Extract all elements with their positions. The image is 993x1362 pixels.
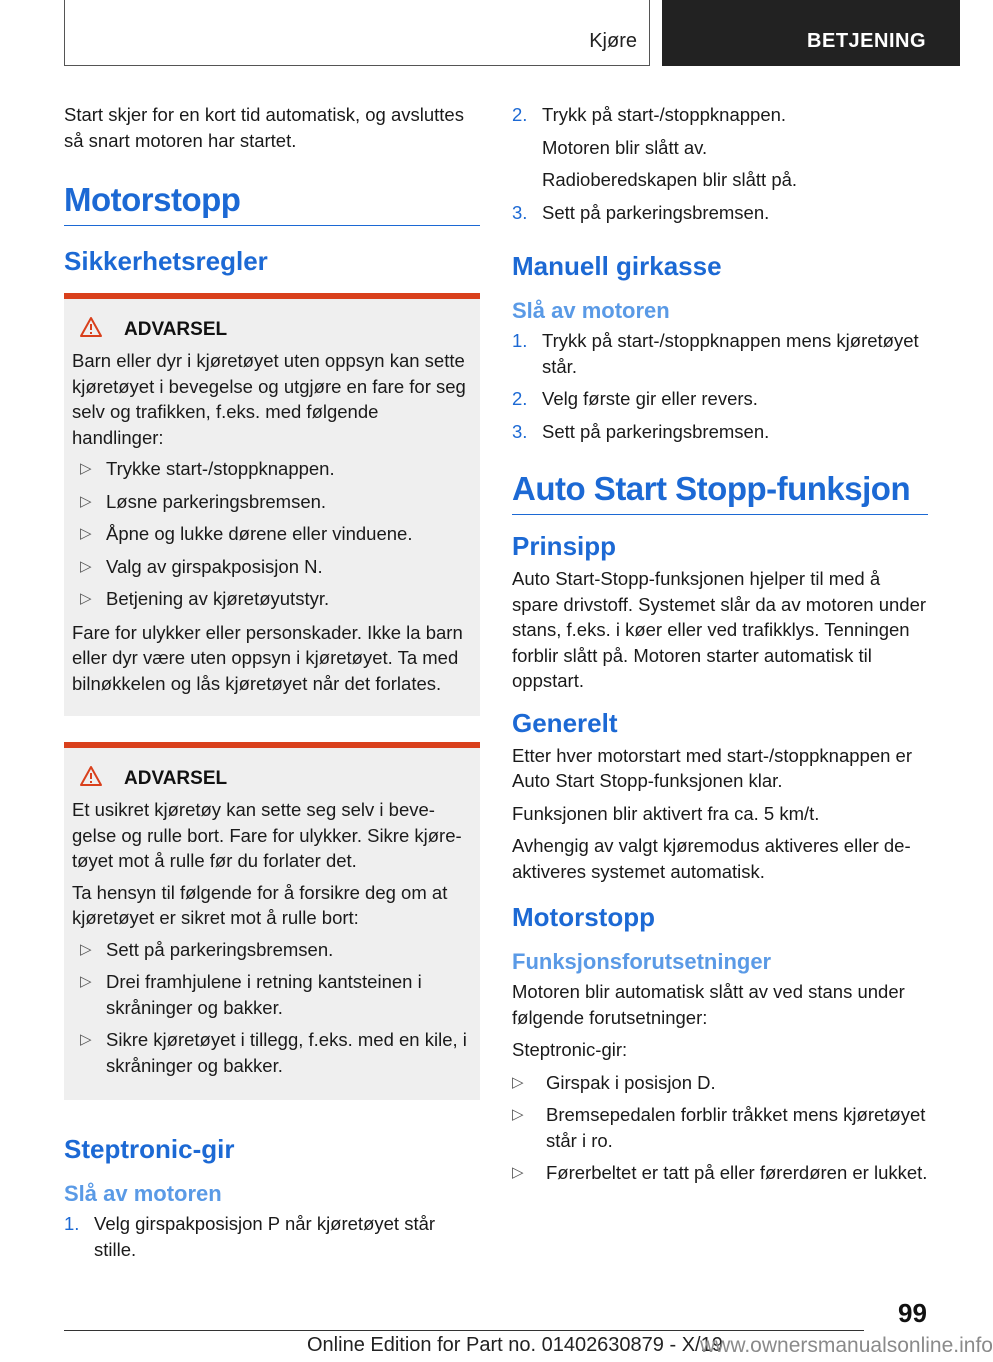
bullet-triangle-icon: ▷ — [80, 525, 92, 542]
warning-text: Fare for ulykker eller personskader. Ikke la barn eller dyr være uten oppsyn i kjøretøyet. Ta med bilnøkkelen og lås kjøretøyet når det forlates. — [72, 621, 463, 694]
principle-paragraph: Auto Start-Stopp-funksjonen hjelper til med å spare drivstoff. Systemet slår da av motoren under stans, f.eks. i køer eller ved trafikklys. Tenningen forblir slått på. Motoren starter automatisk til oppstart. — [512, 568, 927, 691]
warning-title: ADVARSEL — [124, 767, 228, 789]
intro-paragraph: Start skjer for en kort tid automatisk, og avsluttes så snart motoren har startet. — [64, 104, 464, 151]
bullet-triangle-icon: ▷ — [80, 590, 92, 607]
heading-principle: Prinsipp — [512, 531, 617, 561]
prerequisites-label: Steptronic-gir: — [512, 1039, 628, 1060]
heading-general: Generelt — [512, 707, 618, 738]
list-item: 3. Sett på parkeringsbremsen. — [512, 201, 770, 223]
chapter-title: Kjøre — [589, 30, 637, 52]
list-item: ▷ Betjening av kjøretøyutstyr. — [72, 586, 472, 612]
warning-title: ADVARSEL — [124, 318, 228, 340]
list-item: ▷ Bremsepedalen forblir tråkket mens kjøretøyet står i ro. — [512, 1102, 928, 1153]
list-item: ▷ Løsne parkeringsbremsen. — [72, 489, 472, 515]
list-item: ▷ Sett på parkeringsbremsen. — [72, 937, 472, 963]
steptronic-steps-final — [512, 200, 928, 226]
general-paragraph: Etter hver motorstart med start-/stoppknappen er Auto Start Stopp-funksjonen klar. — [512, 744, 912, 791]
list-item: ▷ Trykke start-/stoppknappen. — [72, 456, 472, 482]
header-section-box — [662, 0, 960, 66]
bullet-triangle-icon: ▷ — [512, 1073, 524, 1091]
list-item: 1. Velg girspakposisjon P når kjøretøyet står stille. — [64, 1213, 436, 1260]
bullet-triangle-icon: ▷ — [512, 1164, 524, 1181]
heading-switch-off-engine: Slå av motoren — [512, 298, 670, 323]
bullet-triangle-icon: ▷ — [80, 557, 92, 575]
list-item: ▷ Førerbeltet er tatt på eller førerdøren er lukket. — [512, 1160, 928, 1186]
page-number: 99 — [898, 1298, 927, 1328]
steptronic-steps-continued — [512, 102, 928, 128]
manual-steps — [512, 328, 928, 444]
list-item: ▷ Valg av girspakposisjon N. — [72, 554, 472, 580]
list-item: ▷ Drei framhjulene i retning kantsteinen i skråninger og bakker. — [72, 969, 472, 1020]
watermark: www.ownersmanualsonline.info — [700, 1334, 993, 1357]
steptronic-steps — [64, 1211, 480, 1262]
heading-steptronic: Steptronic-gir — [64, 1134, 235, 1164]
heading-manual-gearbox: Manuell girkasse — [512, 251, 722, 281]
warning-bullet-list — [72, 456, 472, 612]
left-column — [64, 102, 480, 1269]
bullet-triangle-icon: ▷ — [80, 973, 92, 990]
list-item: 1. Trykk på start-/stoppknappen mens kjøretøyet står. — [512, 330, 919, 377]
list-item: 2. Velg første gir eller revers. — [512, 388, 758, 409]
bullet-triangle-icon: ▷ — [512, 1106, 524, 1123]
list-item: ▷ Girspak i posisjon D. — [512, 1070, 928, 1096]
prerequisites-paragraph: Motoren blir automatisk slått av ved stans under følgende forutsetninger: — [512, 981, 905, 1028]
step-result: Radioberedskapen blir slått på. — [542, 169, 798, 190]
list-item: 2. Trykk på start-/stoppknappen. — [512, 104, 787, 125]
warning-text: Et usikret kjøretøy kan sette seg selv i bevegelse og rulle bort. Fare for ulykker. Sikre kjøretøyet mot å rulle før du forlater det. — [72, 799, 462, 871]
list-item: ▷ Åpne og lukke dørene eller vinduene. — [72, 521, 472, 547]
warning-bullet-list — [72, 937, 472, 1079]
heading-auto-start-stop: Auto Start Stopp-funksjon — [512, 470, 928, 515]
bullet-triangle-icon: ▷ — [80, 492, 92, 510]
heading-engine-stop: Motorstopp — [512, 902, 655, 932]
prerequisites-list — [512, 1070, 928, 1186]
heading-motorstopp: Motorstopp — [64, 181, 480, 226]
warning-box-rolling — [64, 742, 480, 1100]
section-title: BETJENING — [807, 30, 926, 52]
right-column — [512, 102, 928, 1194]
warning-text: Barn eller dyr i kjøretøyet uten oppsyn kan sette kjøretøyet i bevegelse og utgjøre en fare for seg selv og trafikken, f.eks. med følgende handlinger: — [72, 350, 466, 448]
warning-box-children — [64, 293, 480, 716]
heading-safety-rules: Sikkerhetsregler — [64, 246, 268, 276]
general-paragraph: Funksjonen blir aktivert fra ca. 5 km/t. — [512, 802, 820, 824]
list-item: ▷ Sikre kjøretøyet i tillegg, f.eks. med en kile, i skråninger og bakker. — [72, 1027, 472, 1078]
warning-triangle-icon — [80, 766, 102, 791]
footer-divider — [64, 1330, 864, 1331]
bullet-triangle-icon: ▷ — [80, 1031, 92, 1048]
footer-edition: Online Edition for Part no. 01402630879 - X/19 — [307, 1334, 723, 1356]
heading-switch-off-engine: Slå av motoren — [64, 1181, 222, 1206]
bullet-triangle-icon: ▷ — [80, 940, 92, 958]
list-item: 3. Sett på parkeringsbremsen. — [512, 420, 770, 442]
heading-prerequisites: Funksjonsforutsetninger — [512, 949, 772, 974]
step-result: Motoren blir slått av. — [542, 136, 708, 158]
header-chapter-box — [64, 0, 650, 66]
bullet-triangle-icon: ▷ — [80, 460, 92, 477]
warning-text: Ta hensyn til følgende for å forsikre deg om at kjøretøyet er sikret mot å rulle bort: — [72, 881, 448, 928]
warning-triangle-icon — [80, 317, 102, 342]
general-paragraph: Avhengig av valgt kjøremodus aktiveres eller deaktiveres systemet automatisk. — [512, 835, 911, 882]
